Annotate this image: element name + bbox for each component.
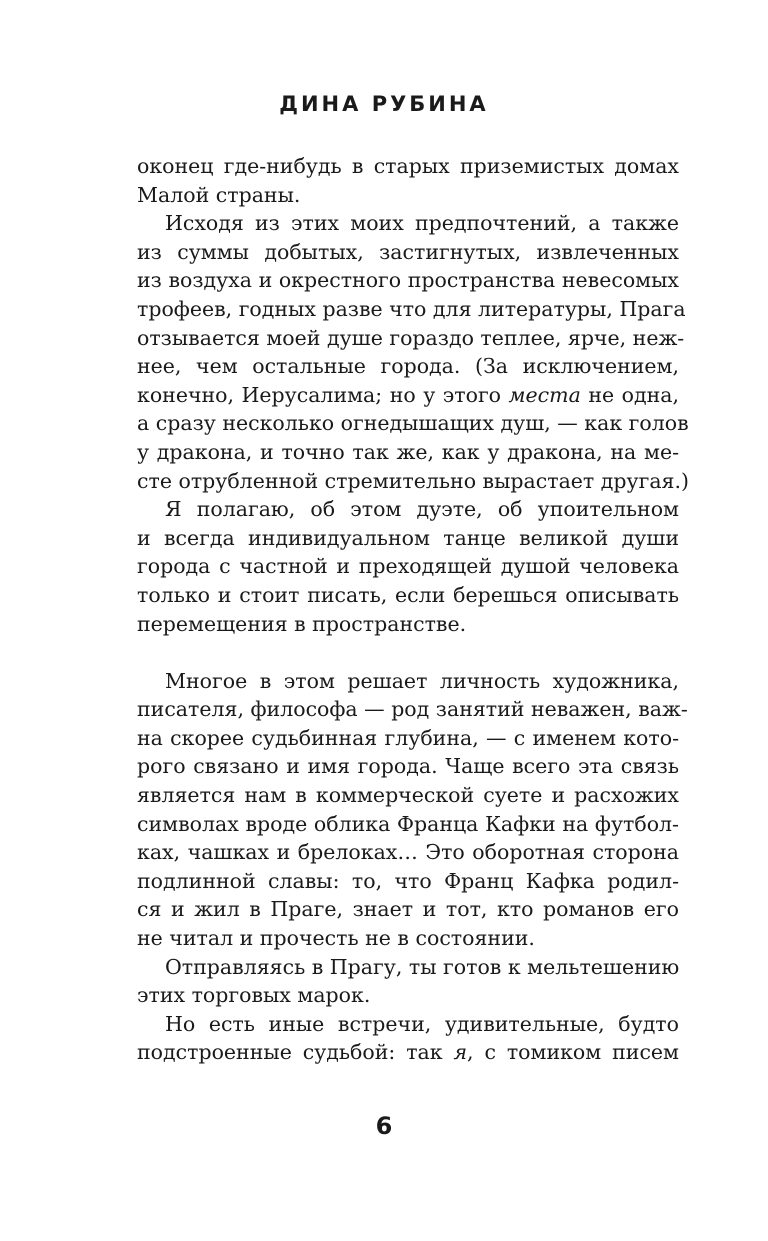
- text-line: сте отрубленной стремительно вырастает другая.): [137, 468, 689, 493]
- text-line: этих торговых марок.: [137, 983, 371, 1008]
- text-line: нее, чем остальные города. (За исключением,: [137, 354, 679, 379]
- text-line: Я полагаю, об этом дуэте, об упоительном: [165, 497, 679, 522]
- text-line: города с частной и преходящей душой человека: [137, 554, 679, 579]
- text-line: Исходя из этих моих предпочтений, а также: [165, 211, 679, 236]
- text-line: только и стоит писать, если берешься описывать: [137, 582, 679, 607]
- text-line: рого связано и имя города. Чаще всего эта связь: [137, 754, 679, 779]
- text-line: Малой страны.: [137, 182, 301, 207]
- text-line: из суммы добытых, застигнутых, извлеченных: [137, 239, 679, 264]
- text-line: и всегда индивидуальном танце великой души: [137, 525, 679, 550]
- text-line: не читал и прочесть не в состоянии.: [137, 926, 535, 951]
- text-fragment: подстроенные судьбой: так: [137, 1040, 454, 1065]
- body-text: [137, 152, 689, 1067]
- text-line: ках, чашках и брелоках… Это оборотная сторона: [137, 840, 679, 865]
- text-line-with-italic: [137, 1038, 679, 1067]
- text-line-with-italic: [137, 381, 679, 410]
- text-fragment: , с томиком писем: [467, 1040, 680, 1065]
- text-line: ся и жил в Праге, знает и тот, кто романов его: [137, 897, 679, 922]
- text-line: Отправляясь в Прагу, ты готов к мельтешению: [165, 954, 680, 979]
- text-line: писателя, философа — род занятий неважен, важ-: [137, 697, 688, 722]
- text-line: оконец где-нибудь в старых приземистых домах: [137, 154, 679, 178]
- text-line: из воздуха и окрестного пространства невесомых: [137, 268, 679, 293]
- page-number: 6: [375, 1112, 393, 1140]
- text-fragment: конечно, Иерусалима; но у этого: [137, 382, 509, 407]
- text-line: трофеев, годных разве что для литературы, Прага: [137, 296, 686, 321]
- text-line: на скорее судьбинная глубина, — с именем кото-: [137, 725, 679, 750]
- text-line: перемещения в пространстве.: [137, 611, 467, 636]
- text-fragment: не одна,: [580, 382, 680, 407]
- text-line: Но есть иные встречи, удивительные, будто: [165, 1011, 679, 1036]
- text-line: Многое в этом решает личность художника,: [165, 668, 679, 693]
- italic-word: я: [453, 1040, 468, 1065]
- text-line: у дракона, и точно так же, как у дракона, на ме-: [137, 439, 679, 464]
- text-line: символах вроде облика Франца Кафки на футбол-: [137, 811, 679, 836]
- text-line: является нам в коммерческой суете и расхожих: [137, 783, 679, 808]
- section-break: [137, 638, 679, 667]
- text-line: подлинной славы: то, что Франц Кафка родил-: [137, 868, 679, 893]
- text-line: отзывается моей душе гораздо теплее, ярче, неж-: [137, 325, 685, 350]
- italic-word: места: [508, 382, 581, 407]
- running-head-author: ДИНА РУБИНА: [279, 92, 489, 116]
- text-line: а сразу несколько огнедышащих душ, — как голов: [137, 411, 689, 436]
